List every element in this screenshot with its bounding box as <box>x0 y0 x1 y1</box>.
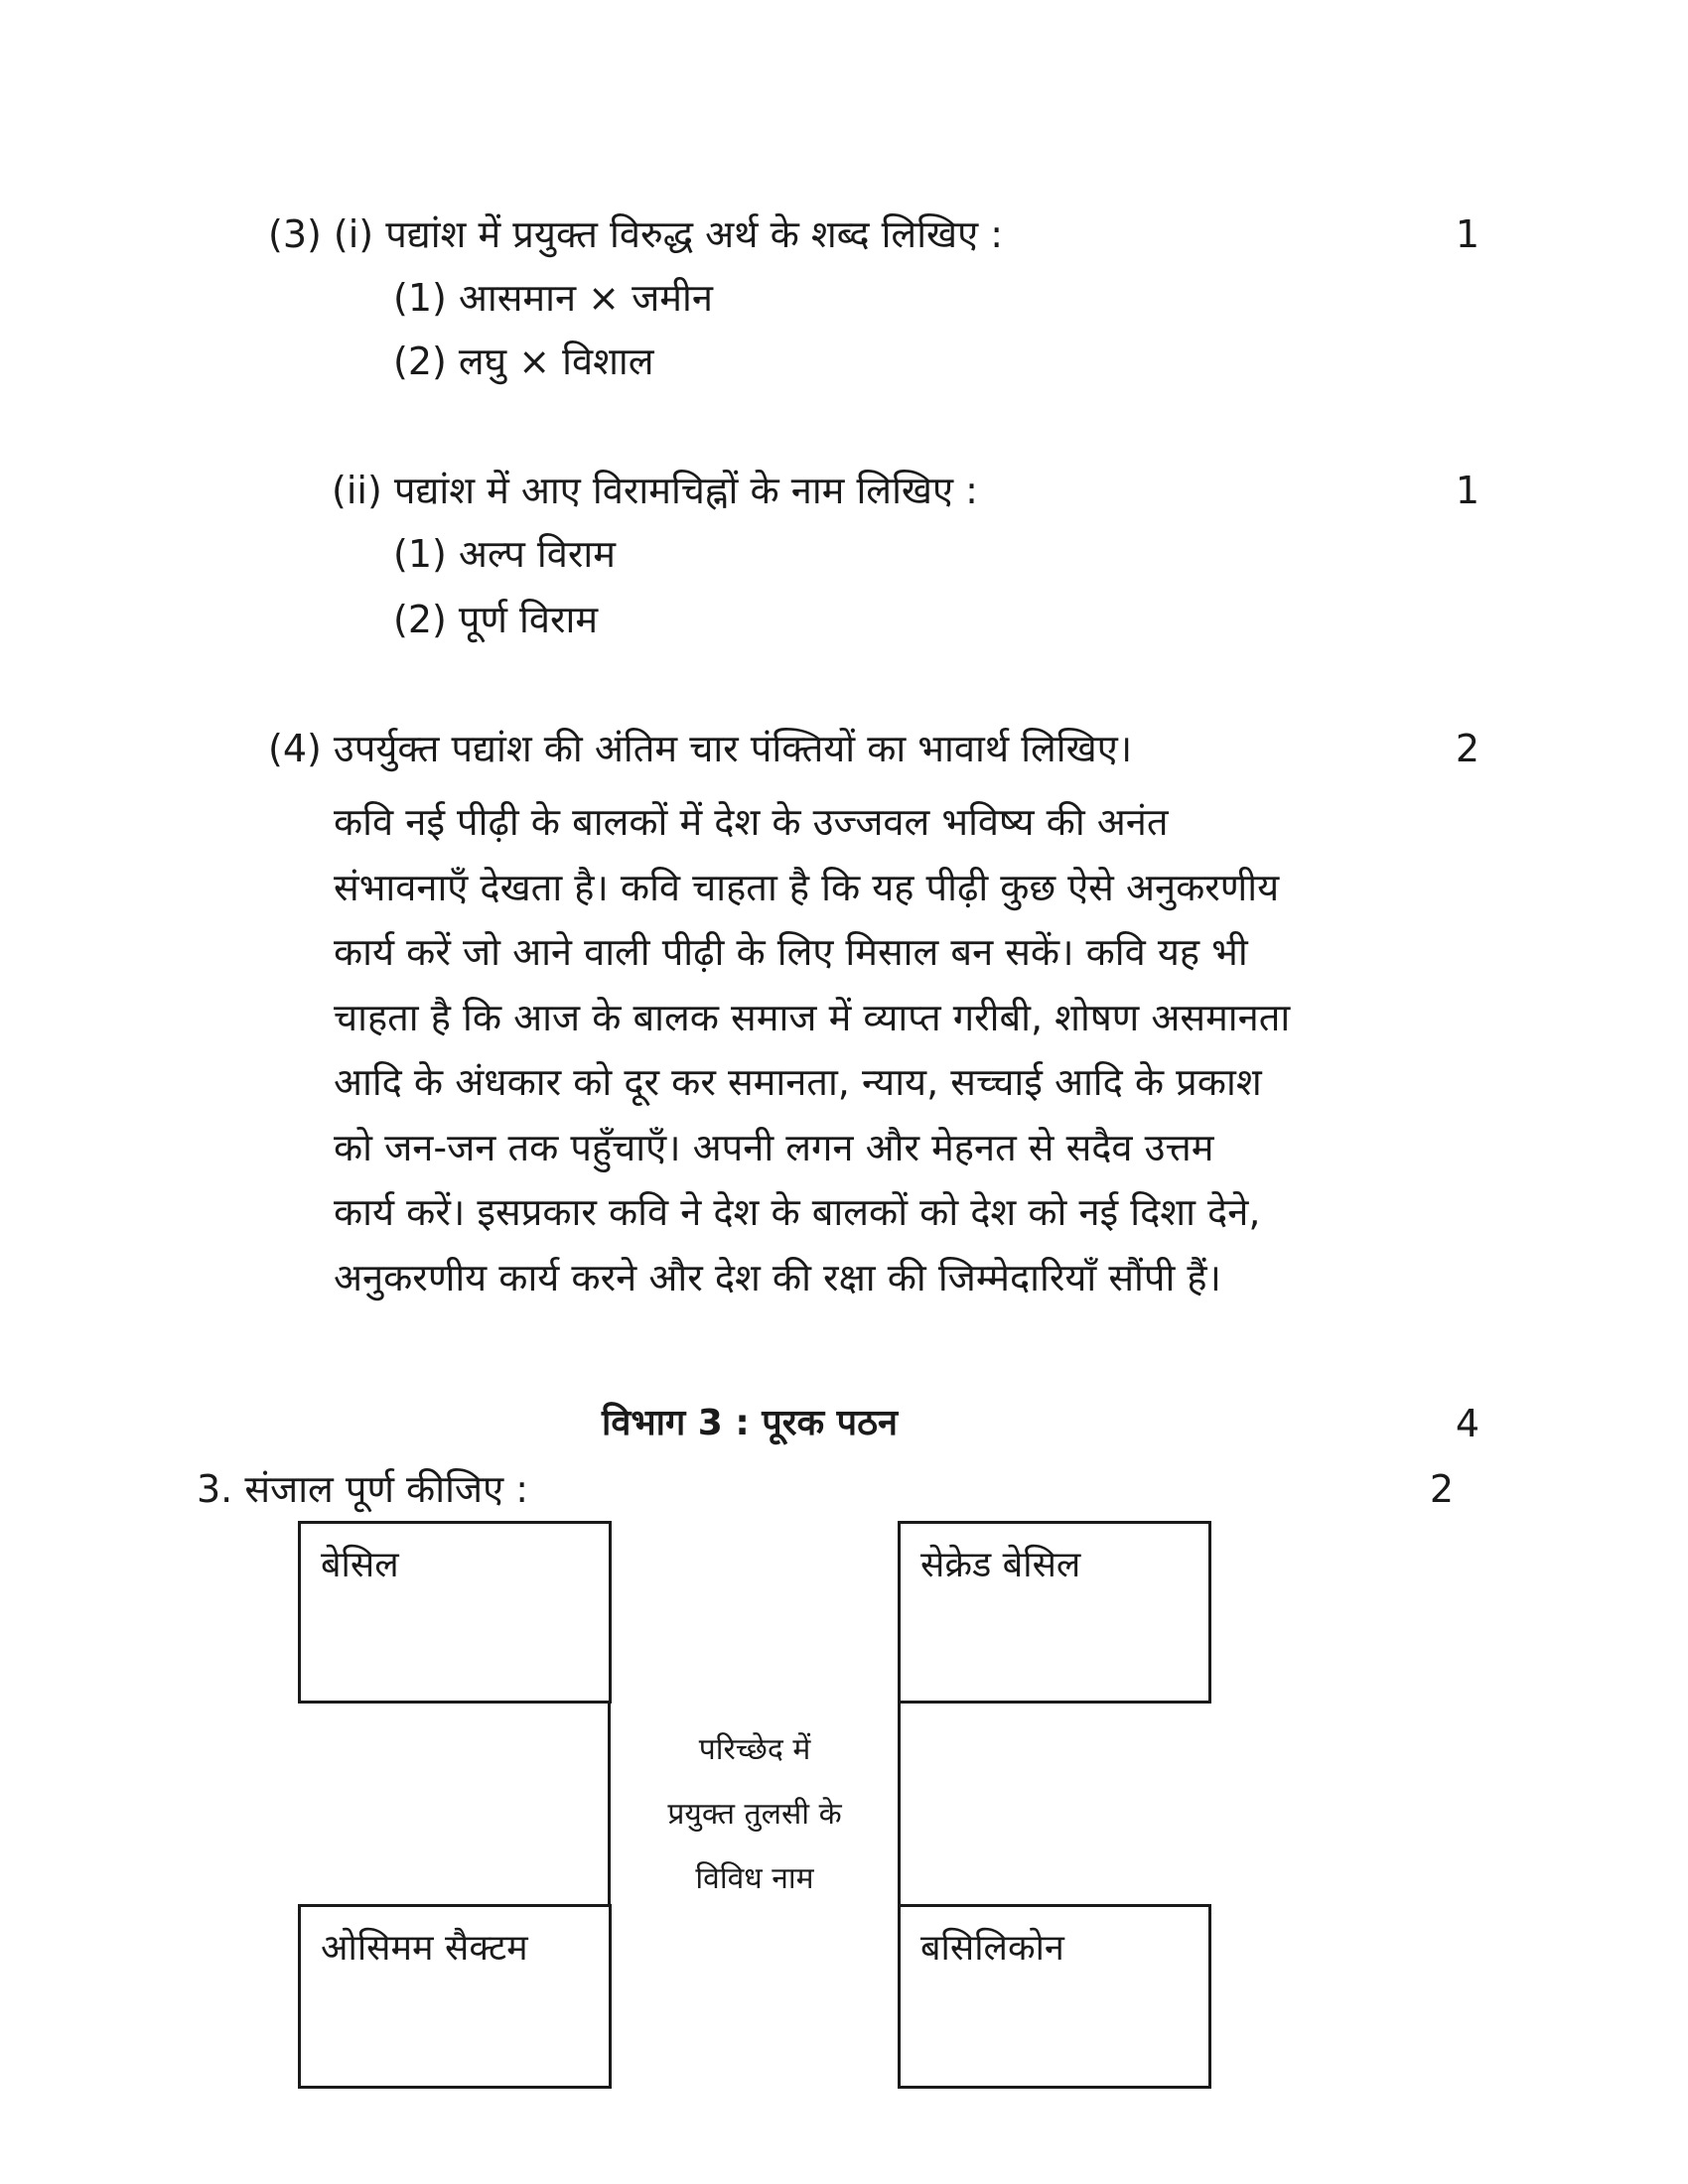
q4-answer-paragraph <box>334 790 1476 1310</box>
web-box-top-left <box>298 1521 612 1704</box>
web-center-line: परिच्छेद में <box>698 1732 811 1767</box>
q3-i-question: (3) (i) पद्यांश में प्रयुक्त विरुद्ध अर्थ के शब्द लिखिए : <box>268 212 1004 256</box>
web-center-text <box>610 1717 900 1911</box>
web-question: 3. संजाल पूर्ण कीजिए : <box>197 1467 529 1511</box>
q4-answer-line: को जन-जन तक पहुँचाएँ। अपनी लगन और मेहनत से सदैव उत्तम <box>334 1125 1214 1169</box>
web-box-top-right <box>898 1521 1211 1704</box>
web-question-marks: 2 <box>1429 1467 1454 1511</box>
q3-i-marks: 1 <box>1455 212 1479 256</box>
q4-answer-line: कार्य करें। इसप्रकार कवि ने देश के बालकों को देश को नई दिशा देने, <box>334 1190 1261 1234</box>
q4-question: (4) उपर्युक्त पद्यांश की अंतिम चार पंक्तियों का भावार्थ लिखिए। <box>268 727 1133 770</box>
q3-i-answer-2: (2) लघु × विशाल <box>393 340 654 383</box>
q4-marks: 2 <box>1455 727 1479 770</box>
q4-answer-line: कवि नई पीढ़ी के बालकों में देश के उज्जवल भविष्य की अनंत <box>334 800 1169 844</box>
q3-ii-answer-1: (1) अल्प विराम <box>393 532 616 576</box>
q4-answer-line: चाहता है कि आज के बालक समाज में व्याप्त गरीबी, शोषण असमानता <box>334 995 1291 1039</box>
q3-ii-answer-2: (2) पूर्ण विराम <box>393 598 599 641</box>
web-box-label: ओसिमम सैक्टम <box>321 1928 528 1969</box>
q4-answer-line: संभावनाएँ देखता है। कवि चाहता है कि यह पीढ़ी कुछ ऐसे अनुकरणीय <box>334 865 1280 909</box>
web-center-line: प्रयुक्त तुलसी के <box>667 1797 842 1832</box>
q3-ii-question: (ii) पद्यांश में आए विरामचिह्नों के नाम लिखिए : <box>332 469 978 512</box>
web-box-bottom-left <box>298 1904 612 2089</box>
q3-ii-marks: 1 <box>1455 469 1479 512</box>
web-box-label: सेक्रेड बेसिल <box>920 1545 1081 1585</box>
q4-answer-line: कार्य करें जो आने वाली पीढ़ी के लिए मिसाल बन सकें। कवि यह भी <box>334 930 1248 974</box>
web-box-label: बेसिल <box>321 1545 399 1585</box>
section-heading: विभाग 3 : पूरक पठन <box>602 1403 898 1443</box>
web-box-bottom-right <box>898 1904 1211 2089</box>
q4-answer-line: अनुकरणीय कार्य करने और देश की रक्षा की जिम्मेदारियाँ सौंपी हैं। <box>334 1255 1221 1299</box>
q3-i-answer-1: (1) आसमान × जमीन <box>393 276 713 320</box>
web-center-line: विविध नाम <box>695 1861 814 1896</box>
q4-answer-line: आदि के अंधकार को दूर कर समानता, न्याय, सच्चाई आदि के प्रकाश <box>334 1060 1262 1104</box>
section-marks: 4 <box>1455 1402 1479 1445</box>
web-box-label: बसिलिकोन <box>920 1928 1064 1969</box>
